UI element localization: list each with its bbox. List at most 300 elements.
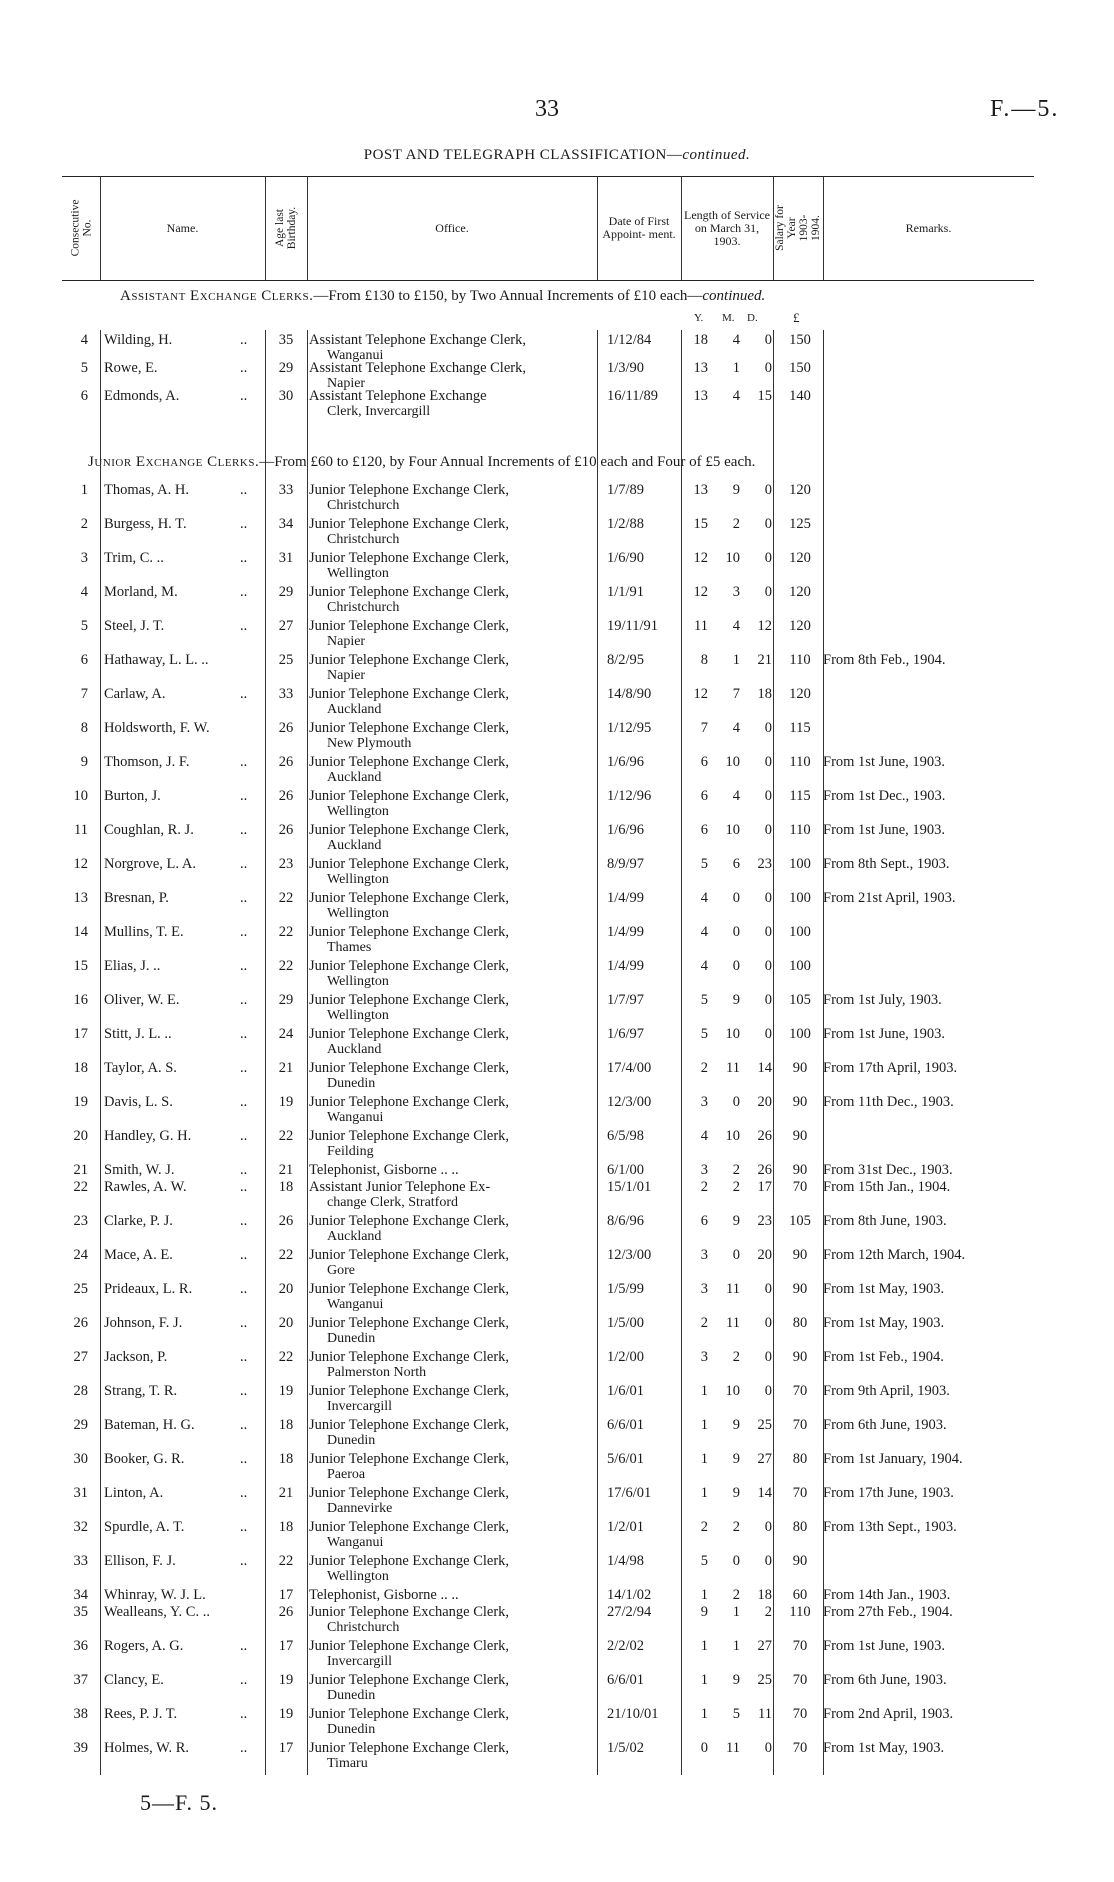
row-days: 21 — [757, 652, 772, 668]
row-number: 2 — [80, 516, 88, 532]
table-row — [0, 332, 1114, 362]
row-remarks: From 14th Jan., 1903. — [823, 1587, 951, 1603]
row-months: 4 — [732, 788, 740, 804]
row-name: Norgrove, L. A. — [104, 856, 196, 872]
row-months: 9 — [732, 1417, 740, 1433]
row-salary: 80 — [792, 1451, 808, 1467]
row-leader-dots: .. — [240, 1638, 248, 1654]
row-office: Junior Telephone Exchange Clerk, — [309, 1417, 510, 1433]
row-months: 2 — [732, 1587, 740, 1603]
col-salary: Salary for Year 1903-1904. — [774, 205, 822, 251]
row-office-location: Christchurch — [327, 532, 400, 547]
row-office: Junior Telephone Exchange Clerk, — [309, 1638, 510, 1654]
row-years: 1 — [700, 1417, 708, 1433]
row-length-of-service — [684, 1587, 772, 1603]
row-age: 26 — [278, 754, 294, 770]
row-length-of-service — [684, 1094, 772, 1110]
row-days: 23 — [757, 856, 772, 872]
row-office: Junior Telephone Exchange Clerk, — [309, 788, 510, 804]
row-salary: 90 — [792, 1349, 808, 1365]
row-length-of-service — [684, 992, 772, 1008]
row-name: Rowe, E. — [104, 360, 158, 376]
row-length-of-service — [684, 618, 772, 634]
row-number: 11 — [74, 822, 88, 838]
row-leader-dots: .. — [240, 1128, 248, 1144]
row-salary: 70 — [792, 1672, 808, 1688]
row-salary: 70 — [792, 1417, 808, 1433]
row-length-of-service — [684, 1349, 772, 1365]
row-days: 27 — [757, 1638, 772, 1654]
row-office-location: Clerk, Invercargill — [327, 404, 431, 419]
row-number: 25 — [73, 1281, 88, 1297]
row-age: 18 — [278, 1519, 294, 1535]
row-salary: 115 — [789, 788, 811, 804]
row-days: 0 — [764, 482, 772, 498]
row-months: 4 — [732, 388, 740, 404]
row-office-location: Wellington — [327, 906, 389, 921]
row-office: Junior Telephone Exchange Clerk, — [309, 1026, 510, 1042]
row-years: 11 — [694, 618, 708, 634]
row-length-of-service — [684, 652, 772, 668]
row-salary: 120 — [789, 686, 811, 702]
row-name: Morland, M. — [104, 584, 178, 600]
row-leader-dots: .. — [240, 1706, 248, 1722]
row-number: 36 — [73, 1638, 88, 1654]
row-length-of-service — [684, 584, 772, 600]
row-days: 15 — [757, 388, 772, 404]
row-months: 0 — [732, 1553, 740, 1569]
table-row — [0, 958, 1114, 988]
row-appointment-date: 14/1/02 — [607, 1587, 652, 1603]
section-heading-title: Assistant Exchange Clerks. — [120, 288, 314, 304]
row-years: 4 — [700, 924, 708, 940]
row-days: 17 — [757, 1179, 772, 1195]
row-remarks: From 1st June, 1903. — [823, 1638, 946, 1654]
row-office: Junior Telephone Exchange Clerk, — [309, 1604, 510, 1620]
row-days: 0 — [764, 992, 772, 1008]
row-age: 34 — [278, 516, 294, 532]
row-appointment-date: 1/12/84 — [607, 332, 652, 348]
row-office: Assistant Telephone Exchange Clerk, — [309, 360, 526, 376]
row-office-location: Wanganui — [327, 1535, 384, 1550]
row-appointment-date: 1/6/01 — [607, 1383, 645, 1399]
row-years: 1 — [700, 1383, 708, 1399]
row-appointment-date: 19/11/91 — [607, 618, 659, 634]
row-office: Telephonist, Gisborne .. .. — [309, 1162, 459, 1178]
row-age: 22 — [278, 890, 294, 906]
row-months: 4 — [732, 720, 740, 736]
row-years: 7 — [700, 720, 708, 736]
row-salary: 100 — [789, 958, 811, 974]
row-length-of-service — [684, 958, 772, 974]
row-appointment-date: 1/1/91 — [607, 584, 645, 600]
row-days: 0 — [764, 1026, 772, 1042]
row-office-location: Invercargill — [327, 1399, 393, 1414]
row-length-of-service — [684, 1604, 772, 1620]
row-age: 21 — [278, 1060, 294, 1076]
row-salary: 120 — [789, 482, 811, 498]
row-office-location: Auckland — [327, 770, 382, 785]
row-name: Thomas, A. H. — [104, 482, 189, 498]
row-appointment-date: 1/6/96 — [607, 754, 645, 770]
row-leader-dots: .. — [240, 1451, 248, 1467]
row-years: 3 — [700, 1349, 708, 1365]
row-office: Junior Telephone Exchange Clerk, — [309, 1060, 510, 1076]
row-age: 17 — [278, 1740, 294, 1756]
row-name: Burton, J. — [104, 788, 161, 804]
header-bottom-rule — [62, 280, 1034, 281]
row-office: Assistant Junior Telephone Ex- — [309, 1179, 491, 1195]
row-leader-dots: .. — [240, 958, 248, 974]
row-appointment-date: 1/12/95 — [607, 720, 652, 736]
row-salary: 100 — [789, 924, 811, 940]
row-name: Rees, P. J. T. — [104, 1706, 178, 1722]
row-name: Davis, L. S. — [104, 1094, 173, 1110]
row-number: 22 — [73, 1179, 88, 1195]
row-salary: 90 — [792, 1060, 808, 1076]
row-leader-dots: .. — [240, 1060, 248, 1076]
row-months: 10 — [725, 1128, 740, 1144]
row-remarks: From 27th Feb., 1904. — [823, 1604, 953, 1620]
row-months: 7 — [732, 686, 740, 702]
row-remarks: From 15th Jan., 1904. — [823, 1179, 951, 1195]
row-days: 0 — [764, 958, 772, 974]
row-name: Strang, T. R. — [104, 1383, 178, 1399]
row-age: 29 — [278, 584, 294, 600]
section-heading-text: —From £130 to £150, by Two Annual Increments of £10 each— — [313, 288, 703, 304]
row-months: 4 — [732, 332, 740, 348]
row-appointment-date: 1/3/90 — [607, 360, 645, 376]
row-appointment-date: 17/6/01 — [607, 1485, 652, 1501]
row-days: 26 — [757, 1128, 772, 1144]
row-number: 37 — [73, 1672, 88, 1688]
row-office-location: change Clerk, Stratford — [327, 1195, 459, 1210]
row-salary: 70 — [792, 1485, 808, 1501]
row-length-of-service — [684, 754, 772, 770]
row-office: Junior Telephone Exchange Clerk, — [309, 1213, 510, 1229]
row-office: Junior Telephone Exchange Clerk, — [309, 1740, 510, 1756]
row-months: 2 — [732, 1349, 740, 1365]
row-salary: 70 — [792, 1179, 808, 1195]
row-name: Steel, J. T. — [104, 618, 165, 634]
row-office-location: Gore — [327, 1263, 355, 1278]
row-appointment-date: 12/3/00 — [607, 1247, 652, 1263]
row-length-of-service — [684, 1451, 772, 1467]
row-salary: 70 — [792, 1706, 808, 1722]
row-appointment-date: 1/5/99 — [607, 1281, 645, 1297]
row-office: Junior Telephone Exchange Clerk, — [309, 1247, 510, 1263]
row-months: 10 — [725, 1026, 740, 1042]
row-name: Holmes, W. R. — [104, 1740, 189, 1756]
row-months: 2 — [732, 1162, 740, 1178]
row-months: 11 — [726, 1740, 740, 1756]
row-name: Prideaux, L. R. — [104, 1281, 193, 1297]
row-office: Junior Telephone Exchange Clerk, — [309, 550, 510, 566]
row-name: Mace, A. E. — [104, 1247, 173, 1263]
row-name: Clancy, E. — [104, 1672, 164, 1688]
header-divider — [823, 176, 824, 280]
row-length-of-service — [684, 1179, 772, 1195]
row-number: 23 — [73, 1213, 88, 1229]
page-number: 33 — [535, 96, 559, 122]
header-divider — [681, 176, 682, 280]
row-years: 2 — [700, 1315, 708, 1331]
row-months: 6 — [732, 856, 740, 872]
row-salary: 150 — [789, 360, 811, 376]
row-age: 20 — [278, 1281, 294, 1297]
row-age: 19 — [278, 1094, 294, 1110]
row-office: Junior Telephone Exchange Clerk, — [309, 1451, 510, 1467]
row-leader-dots: .. — [240, 1740, 248, 1756]
row-days: 0 — [764, 1519, 772, 1535]
row-appointment-date: 8/9/97 — [607, 856, 645, 872]
row-months: 10 — [725, 550, 740, 566]
row-days: 0 — [764, 550, 772, 566]
row-office-location: Napier — [327, 668, 366, 683]
row-name: Coughlan, R. J. — [104, 822, 194, 838]
col-name: Name. — [166, 220, 199, 235]
row-leader-dots: .. — [240, 360, 248, 376]
row-age: 22 — [278, 1247, 294, 1263]
row-office-location: Dunedin — [327, 1331, 376, 1346]
table-row — [0, 1740, 1114, 1770]
row-remarks: From 8th Feb., 1904. — [823, 652, 946, 668]
row-years: 1 — [700, 1485, 708, 1501]
row-leader-dots: .. — [240, 1213, 248, 1229]
row-office-location: Paeroa — [327, 1467, 366, 1482]
row-number: 34 — [73, 1587, 88, 1603]
row-length-of-service — [684, 1060, 772, 1076]
table-row — [0, 924, 1114, 954]
row-years: 4 — [700, 890, 708, 906]
row-length-of-service — [684, 1315, 772, 1331]
row-months: 5 — [732, 1706, 740, 1722]
row-salary: 100 — [789, 1026, 811, 1042]
row-office-location: Wanganui — [327, 348, 384, 363]
header-divider — [773, 176, 774, 280]
row-number: 5 — [80, 360, 88, 376]
table-row — [0, 720, 1114, 750]
row-remarks: From 11th Dec., 1903. — [823, 1094, 954, 1110]
row-years: 5 — [700, 1026, 708, 1042]
row-age: 19 — [278, 1383, 294, 1399]
row-remarks: From 6th June, 1903. — [823, 1672, 947, 1688]
row-appointment-date: 6/6/01 — [607, 1417, 645, 1433]
row-salary: 100 — [789, 890, 811, 906]
row-appointment-date: 1/7/97 — [607, 992, 645, 1008]
row-remarks: From 1st May, 1903. — [823, 1281, 945, 1297]
row-name: Holdsworth, F. W. — [104, 720, 210, 736]
row-days: 2 — [764, 1604, 772, 1620]
row-office-location: Dunedin — [327, 1722, 376, 1737]
row-name: Taylor, A. S. — [104, 1060, 177, 1076]
row-leader-dots: .. — [240, 788, 248, 804]
row-length-of-service — [684, 1213, 772, 1229]
row-name: Rawles, A. W. — [104, 1179, 187, 1195]
row-number: 3 — [80, 550, 88, 566]
table-row — [0, 1417, 1114, 1447]
page-title — [0, 147, 1114, 164]
row-days: 11 — [758, 1706, 772, 1722]
row-name: Elias, J. .. — [104, 958, 161, 974]
row-years: 6 — [700, 1213, 708, 1229]
row-months: 10 — [725, 754, 740, 770]
row-name: Ellison, F. J. — [104, 1553, 176, 1569]
row-office: Junior Telephone Exchange Clerk, — [309, 924, 510, 940]
table-row — [0, 1315, 1114, 1345]
row-leader-dots: .. — [240, 482, 248, 498]
row-office: Junior Telephone Exchange Clerk, — [309, 958, 510, 974]
row-office-location: Invercargill — [327, 1654, 393, 1669]
row-leader-dots: .. — [240, 1026, 248, 1042]
row-remarks: From 1st July, 1903. — [823, 992, 942, 1008]
row-salary: 140 — [789, 388, 811, 404]
table-row — [0, 618, 1114, 648]
row-office: Junior Telephone Exchange Clerk, — [309, 652, 510, 668]
row-remarks: From 9th April, 1903. — [823, 1383, 950, 1399]
row-name: Mullins, T. E. — [104, 924, 184, 940]
row-years: 12 — [693, 550, 708, 566]
table-row — [0, 1451, 1114, 1481]
row-leader-dots: .. — [240, 890, 248, 906]
row-appointment-date: 17/4/00 — [607, 1060, 652, 1076]
row-days: 0 — [764, 516, 772, 532]
row-months: 1 — [732, 652, 740, 668]
row-office: Telephonist, Gisborne .. .. — [309, 1587, 459, 1603]
row-remarks: From 17th June, 1903. — [823, 1485, 954, 1501]
row-office: Junior Telephone Exchange Clerk, — [309, 890, 510, 906]
row-months: 4 — [732, 618, 740, 634]
row-years: 1 — [700, 1672, 708, 1688]
row-office-location: Thames — [327, 940, 372, 955]
row-office: Junior Telephone Exchange Clerk, — [309, 1485, 510, 1501]
row-leader-dots: .. — [240, 1417, 248, 1433]
row-office: Assistant Telephone Exchange — [309, 388, 487, 404]
row-number: 29 — [73, 1417, 88, 1433]
row-name: Carlaw, A. — [104, 686, 166, 702]
row-remarks: From 2nd April, 1903. — [823, 1706, 954, 1722]
row-number: 6 — [80, 652, 88, 668]
row-leader-dots: .. — [240, 1162, 248, 1178]
row-office: Junior Telephone Exchange Clerk, — [309, 1281, 510, 1297]
unit-pound: £ — [793, 310, 800, 325]
row-days: 0 — [764, 890, 772, 906]
table-row — [0, 1094, 1114, 1124]
row-months: 1 — [732, 1604, 740, 1620]
row-office: Junior Telephone Exchange Clerk, — [309, 1553, 510, 1569]
col-office: Office. — [435, 220, 469, 235]
row-number: 30 — [73, 1451, 88, 1467]
row-length-of-service — [684, 924, 772, 940]
row-salary: 120 — [789, 550, 811, 566]
row-leader-dots: .. — [240, 1281, 248, 1297]
row-name: Spurdle, A. T. — [104, 1519, 185, 1535]
row-age: 20 — [278, 1315, 294, 1331]
row-years: 1 — [700, 1706, 708, 1722]
table-row — [0, 856, 1114, 886]
row-length-of-service — [684, 1638, 772, 1654]
row-name: Bresnan, P. — [104, 890, 169, 906]
row-office: Junior Telephone Exchange Clerk, — [309, 720, 510, 736]
row-length-of-service — [684, 360, 772, 376]
row-leader-dots: .. — [240, 550, 248, 566]
table-row — [0, 822, 1114, 852]
row-name: Whinray, W. J. L. — [104, 1587, 206, 1603]
row-number: 16 — [73, 992, 88, 1008]
table-row — [0, 550, 1114, 580]
row-leader-dots: .. — [240, 822, 248, 838]
row-leader-dots: .. — [240, 1315, 248, 1331]
row-age: 29 — [278, 992, 294, 1008]
row-length-of-service — [684, 550, 772, 566]
row-name: Stitt, J. L. .. — [104, 1026, 172, 1042]
row-name: Thomson, J. F. — [104, 754, 190, 770]
row-number: 15 — [73, 958, 88, 974]
row-leader-dots: .. — [240, 1485, 248, 1501]
row-months: 9 — [732, 1451, 740, 1467]
row-number: 24 — [73, 1247, 88, 1263]
row-years: 1 — [700, 1587, 708, 1603]
row-office-location: Wellington — [327, 974, 389, 989]
row-years: 12 — [693, 686, 708, 702]
row-months: 2 — [732, 1519, 740, 1535]
row-appointment-date: 1/2/88 — [607, 516, 645, 532]
row-years: 5 — [700, 1553, 708, 1569]
row-appointment-date: 1/4/99 — [607, 890, 645, 906]
row-name: Trim, C. .. — [104, 550, 164, 566]
row-office-location: Wellington — [327, 1008, 389, 1023]
row-age: 26 — [278, 1213, 294, 1229]
row-office-location: Christchurch — [327, 1620, 400, 1635]
row-leader-dots: .. — [240, 1247, 248, 1263]
row-number: 35 — [73, 1604, 88, 1620]
row-appointment-date: 1/6/97 — [607, 1026, 645, 1042]
row-months: 9 — [732, 482, 740, 498]
row-salary: 90 — [792, 1247, 808, 1263]
row-office-location: New Plymouth — [327, 736, 412, 751]
row-remarks: From 6th June, 1903. — [823, 1417, 947, 1433]
row-days: 0 — [764, 788, 772, 804]
row-appointment-date: 27/2/94 — [607, 1604, 652, 1620]
table-row — [0, 686, 1114, 716]
row-appointment-date: 16/11/89 — [607, 388, 659, 404]
row-age: 24 — [278, 1026, 294, 1042]
row-name: Jackson, P. — [104, 1349, 168, 1365]
row-appointment-date: 1/4/99 — [607, 924, 645, 940]
unit-days: D. — [747, 312, 758, 324]
row-days: 23 — [757, 1213, 772, 1229]
row-office: Junior Telephone Exchange Clerk, — [309, 754, 510, 770]
row-months: 11 — [726, 1281, 740, 1297]
row-number: 20 — [73, 1128, 88, 1144]
row-office-location: Napier — [327, 634, 366, 649]
row-number: 4 — [80, 332, 88, 348]
table-row — [0, 788, 1114, 818]
row-office-location: Auckland — [327, 838, 382, 853]
row-salary: 70 — [792, 1383, 808, 1399]
row-years: 13 — [693, 388, 708, 404]
row-length-of-service — [684, 482, 772, 498]
row-appointment-date: 1/6/90 — [607, 550, 645, 566]
row-months: 9 — [732, 1672, 740, 1688]
row-salary: 105 — [789, 992, 811, 1008]
row-office: Junior Telephone Exchange Clerk, — [309, 618, 510, 634]
row-leader-dots: .. — [240, 1519, 248, 1535]
row-age: 18 — [278, 1417, 294, 1433]
row-appointment-date: 1/7/89 — [607, 482, 645, 498]
row-number: 4 — [80, 584, 88, 600]
row-age: 21 — [278, 1485, 294, 1501]
